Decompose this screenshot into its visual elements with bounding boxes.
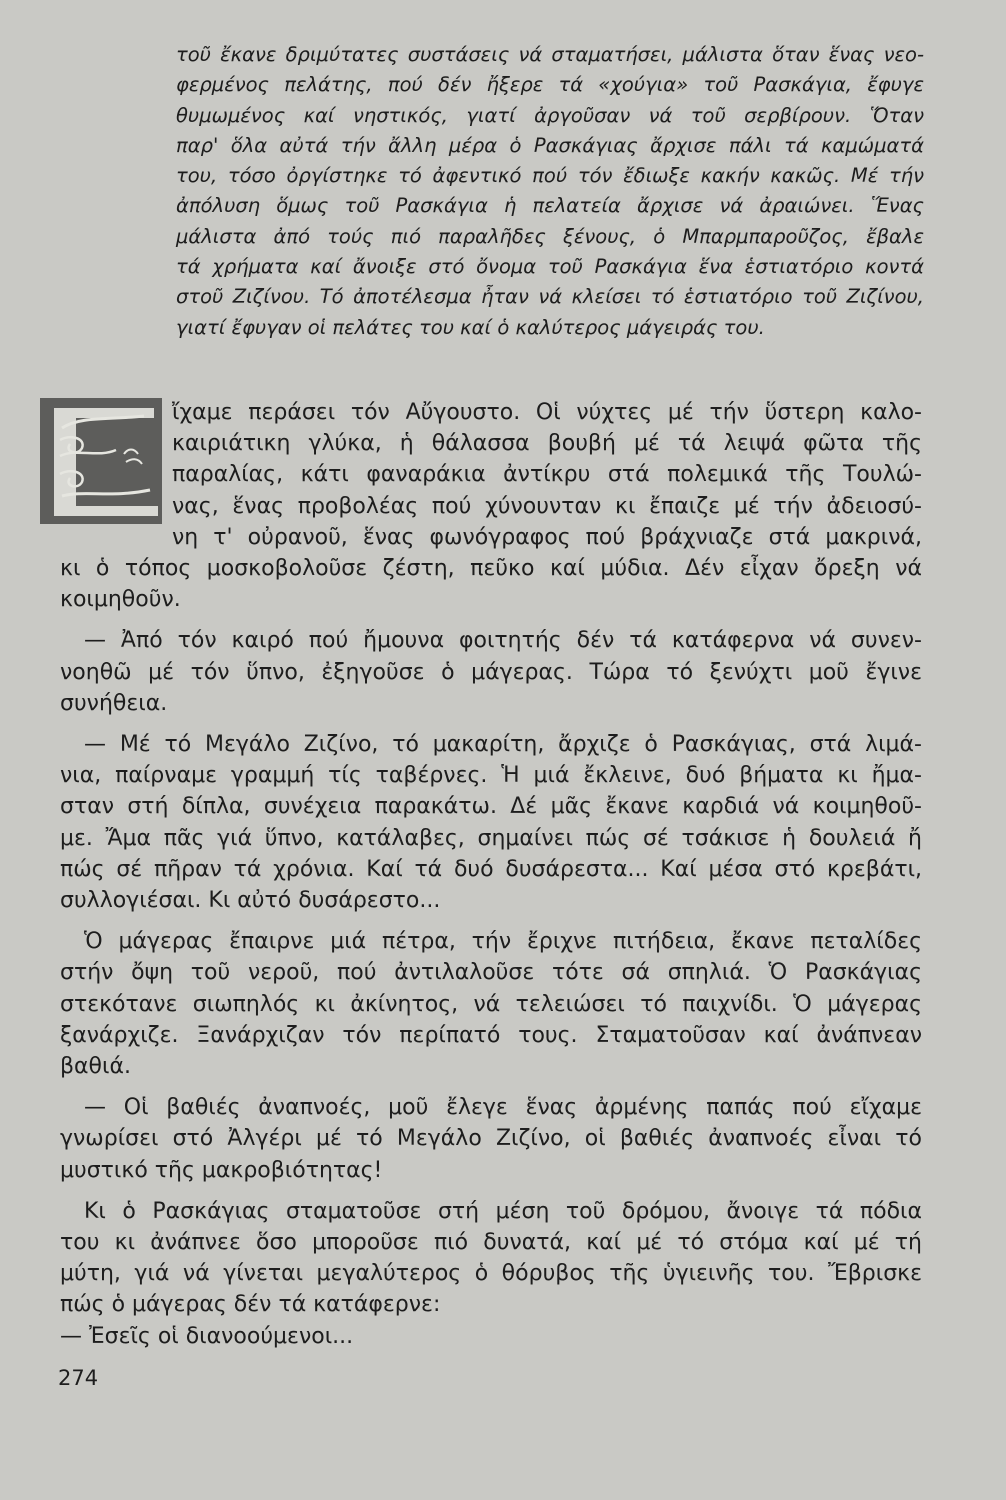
text-line: σταν στή δίπλα, συνέχεια παρακάτω. Δέ μᾶς ἔκανε καρδιά νά κοιμηθοῦ- — [60, 794, 922, 820]
text-line: μύτη, γιά νά γίνεται μεγαλύτερος ὁ θόρυβος τῆς ὑγιεινῆς του. Ἔβρισκε — [60, 1261, 922, 1287]
text-line: του κι ἀνάπνεε ὅσο μποροῦσε πιό δυνατά, καί μέ τό στόμα καί μέ τή — [60, 1230, 922, 1256]
text-line: νας, ἕνας προβολέας πού χύνουνταν κι ἔπαιζε μέ τήν ἀδειοσύ- — [172, 493, 922, 519]
intro-line: φερμένος πελάτης, πού δέν ἤξερε τά «χούγια» τοῦ Ρασκάγια, ἔφυγε — [176, 73, 924, 97]
page-number: 274 — [58, 1366, 99, 1390]
text-line: Κι ὁ Ρασκάγιας σταματοῦσε στή μέση τοῦ δρόμου, ἄνοιγε τά πόδια — [84, 1198, 922, 1224]
text-line: ξανάρχιζε. Ξανάρχιζαν τόν περίπατό τους. Σταματοῦσαν καί ἀνάπνεαν — [60, 1022, 922, 1048]
intro-paragraph — [176, 40, 924, 343]
text-line: — Ἐσεῖς οἱ διανοούμενοι... — [60, 1323, 354, 1349]
intro-line: ἀπόλυση ὅμως τοῦ Ρασκάγια ἡ πελατεία ἄρχισε νά ἀραιώνει. Ἕνας — [176, 194, 924, 218]
text-line: νη τ' οὐρανοῦ, ἕνας φωνόγραφος πού βράχνιαζε στά μακρινά, — [172, 524, 922, 550]
text-line: πώς ὁ μάγερας δέν τά κατάφερνε: — [60, 1292, 441, 1318]
text-line: παραλίας, κάτι φαναράκια ἀντίκρυ στά πολεμικά τῆς Τουλώ- — [172, 462, 922, 488]
body-text — [60, 397, 922, 1352]
text-line: νοηθῶ μέ τόν ὕπνο, ἐξηγοῦσε ὁ μάγερας. Τώρα τό ξενύχτι μοῦ ἔγινε — [60, 659, 922, 685]
text-line: — Οἱ βαθιές ἀναπνοές, μοῦ ἔλεγε ἕνας ἀρμένης παπάς πού εἴχαμε — [84, 1095, 922, 1121]
text-line: νια, παίρναμε γραμμή τίς ταβέρνες. Ἡ μιά ἔκλεινε, δυό βήματα κι ἤμα- — [60, 763, 922, 789]
text-line: — Μέ τό Μεγάλο Ζιζίνο, τό μακαρίτη, ἄρχιζε ὁ Ρασκάγιας, στά λιμά- — [84, 732, 922, 758]
intro-line: τά χρήματα καί ἄνοιξε στό ὄνομα τοῦ Ρασκάγια ἕνα ἑστιατόριο κοντά — [176, 255, 924, 279]
text-line: γνωρίσει στό Ἀλγέρι μέ τό Μεγάλο Ζιζίνο, οἱ βαθιές ἀναπνοές εἶναι τό — [60, 1126, 922, 1152]
text-line: συλλογιέσαι. Κι αὐτό δυσάρεστο... — [60, 888, 441, 914]
text-line: — Ἀπό τόν καιρό πού ἤμουνα φοιτητής δέν τά κατάφερνα νά συνεν- — [84, 628, 922, 654]
svg-text:Ε: Ε — [40, 383, 51, 402]
text-line: στήν ὄψη τοῦ νεροῦ, πού ἀντιλαλοῦσε τότε σά σπηλιά. Ὁ Ρασκάγιας — [60, 960, 922, 986]
text-line: κοιμηθοῦν. — [60, 587, 181, 613]
text-line: συνήθεια. — [60, 690, 168, 716]
text-line: κι ὁ τόπος μοσκοβολοῦσε ζέστη, πεῦκο καί μύδια. Δέν εἶχαν ὄρεξη νά — [60, 556, 922, 582]
intro-line: μάλιστα ἀπό τούς πιό παραλῆδες ξένους, ὁ Μπαρμπαροῦζος, ἔβαλε — [176, 224, 924, 248]
text-line: στεκότανε σιωπηλός κι ἀκίνητος, νά τελειώσει τό παιχνίδι. Ὁ μάγερας — [60, 991, 922, 1017]
intro-line: τοῦ ἔκανε δριμύτατες συστάσεις νά σταματήσει, μάλιστα ὅταν ἕνας νεο- — [176, 43, 924, 66]
text-line: πώς σέ πῆραν τά χρόνια. Καί τά δυό δυσάρεστα... Καί μέσα στό κρεβάτι, — [60, 856, 922, 882]
intro-line: στοῦ Ζιζίνου. Τό ἀποτέλεσμα ἦταν νά κλείσει τό ἑστιατόριο τοῦ Ζιζίνου, — [176, 285, 924, 309]
text-line: καιριάτικη γλύκα, ἡ θάλασσα βουβή μέ τά λειψά φῶτα τῆς — [172, 431, 922, 457]
intro-line: γιατί ἔφυγαν οἱ πελάτες του καί ὁ καλύτερος μάγειράς του. — [176, 315, 765, 339]
text-line: μυστικό τῆς μακροβιότητας! — [60, 1157, 383, 1183]
intro-line: θυμωμένος καί νηστικός, γιατί ἀργοῦσαν νά τοῦ σερβίρουν. Ὅταν — [176, 103, 924, 127]
text-line: με. Ἄμα πᾶς γιά ὕπνο, κατάλαβες, σημαίνει πώς σέ τσάκισε ἡ δουλειά ἤ — [60, 825, 922, 851]
text-line: ἴχαμε περάσει τόν Αὔγουστο. Οἱ νύχτες μέ τήν ὕστερη καλο- — [172, 400, 922, 425]
text-line: Ὁ μάγερας ἔπαιρνε μιά πέτρα, τήν ἔριχνε πιτήδεια, ἔκανε πεταλίδες — [84, 929, 922, 955]
intro-line: παρ' ὅλα αὐτά τήν ἄλλη μέρα ὁ Ρασκάγιας ἄρχισε πάλι τά καμώματά — [176, 133, 924, 157]
intro-line: του, τόσο ὀργίστηκε τό ἀφεντικό πού τόν ἔδιωξε κακήν κακῶς. Μέ τήν — [176, 164, 924, 188]
text-line: βαθιά. — [60, 1054, 131, 1080]
